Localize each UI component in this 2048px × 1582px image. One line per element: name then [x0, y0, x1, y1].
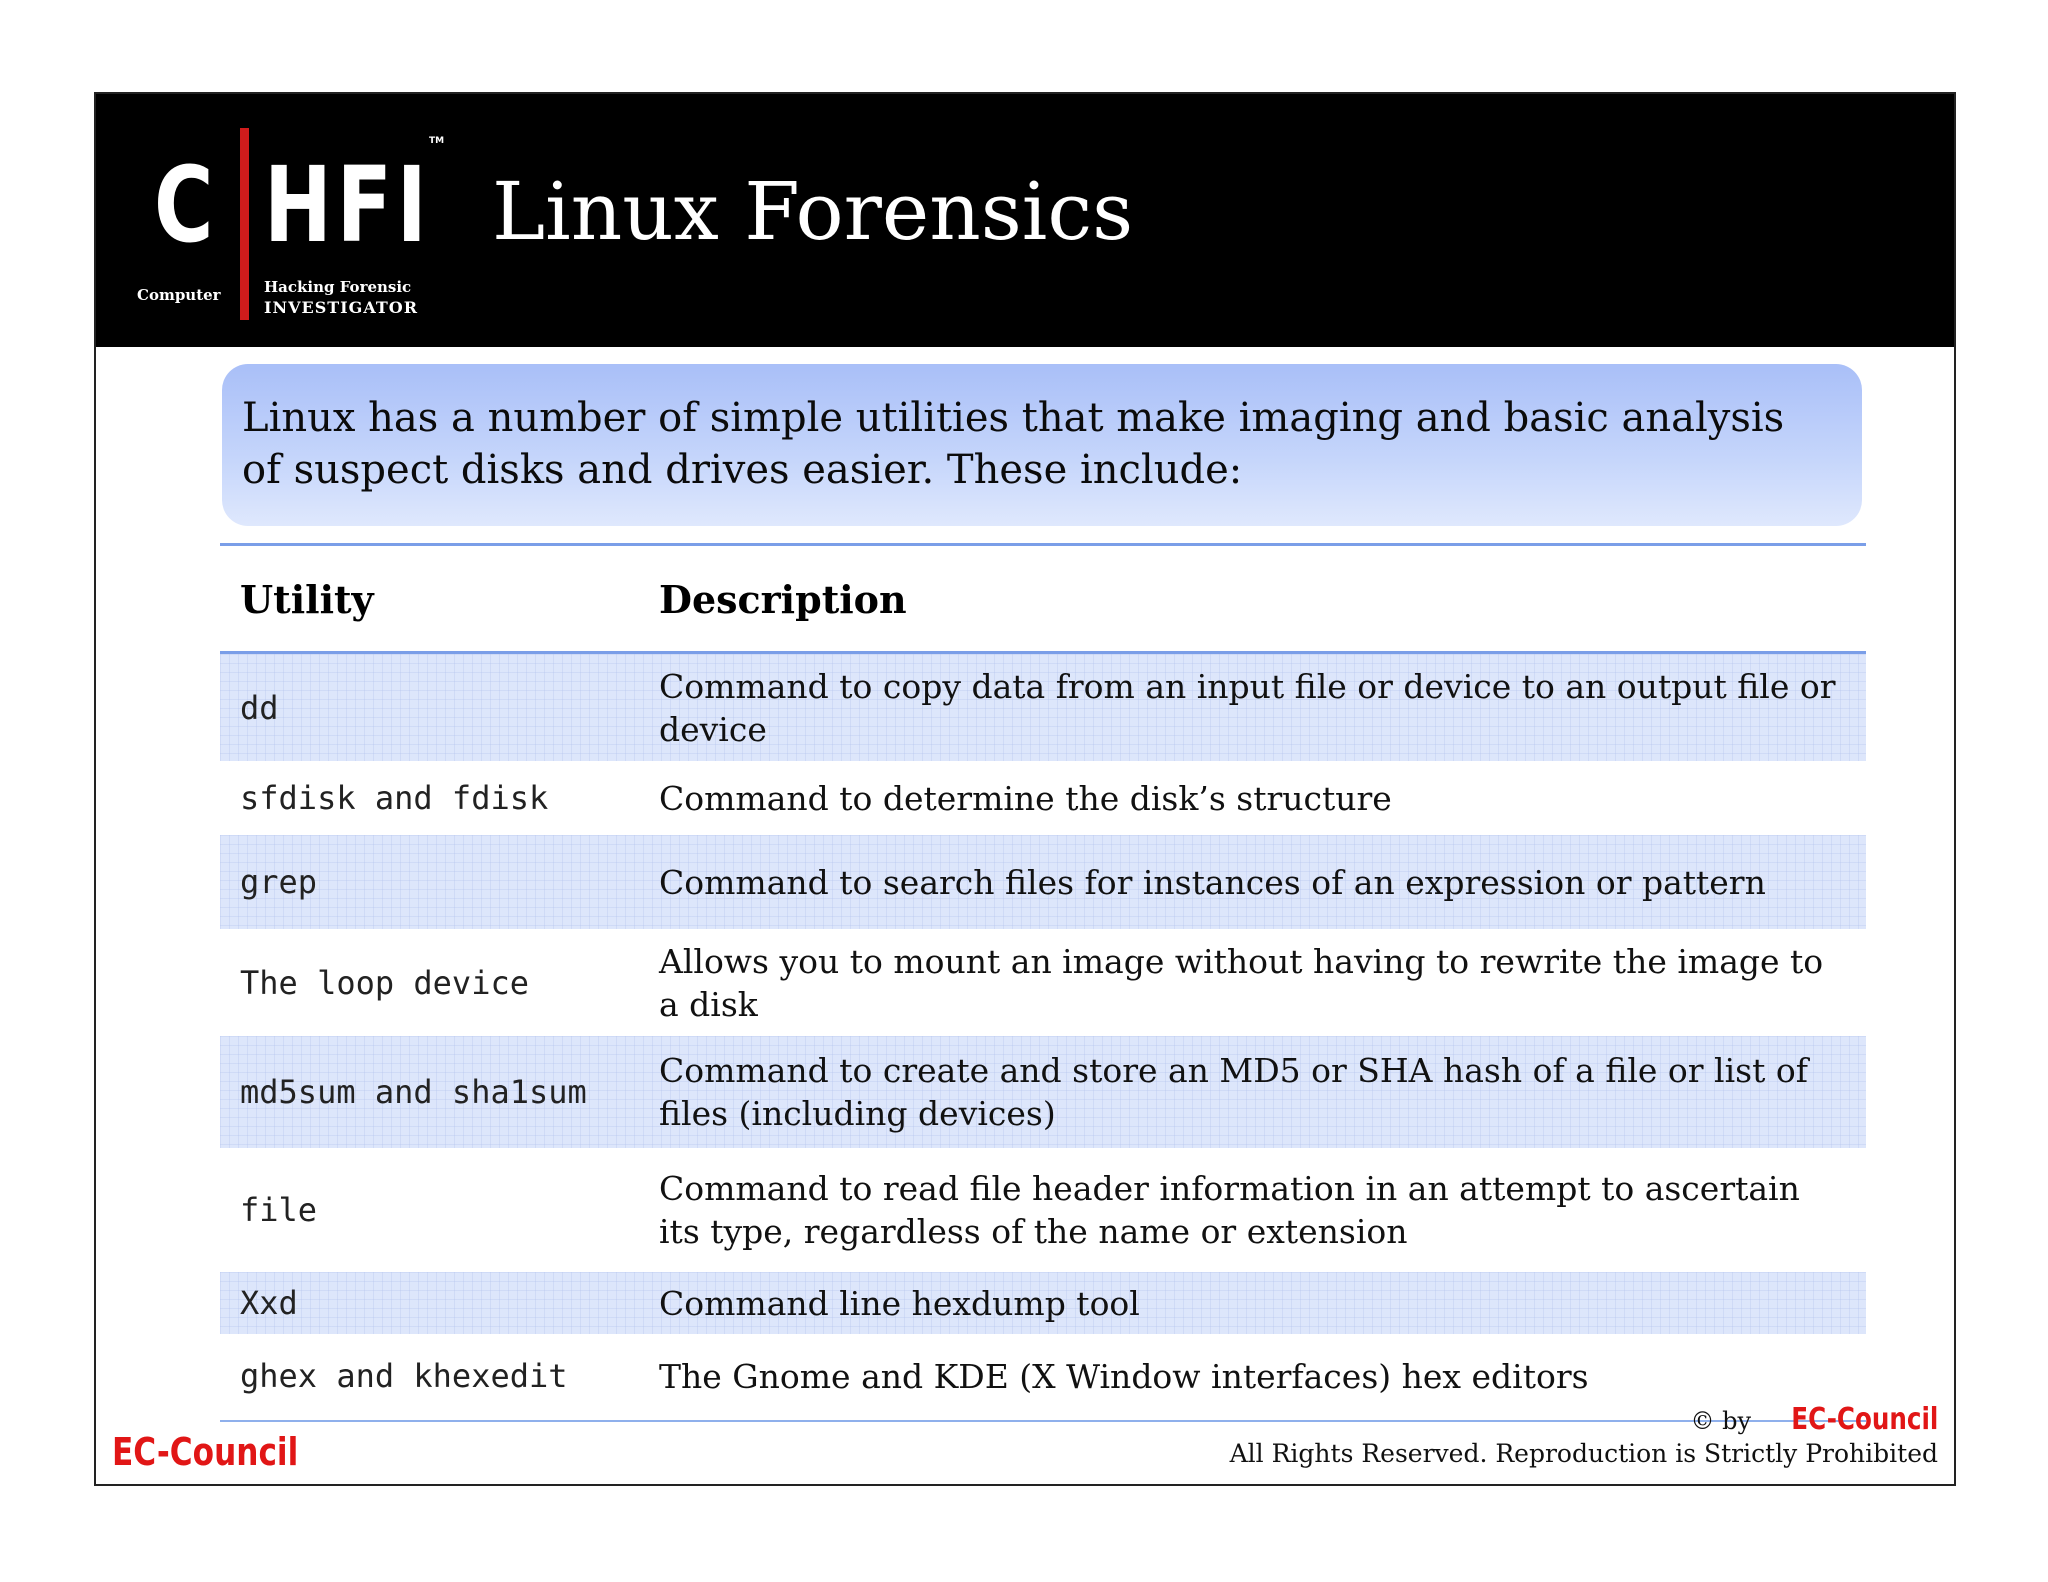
column-header-utility: Utility [240, 577, 374, 622]
utility-cell: dd [240, 688, 279, 727]
description-cell: The Gnome and KDE (X Window interfaces) hex editors [659, 1356, 1589, 1396]
intro-callout [222, 364, 1862, 526]
table-row [220, 1036, 1866, 1148]
description-cell: Command to determine the disk’s structure [659, 778, 1392, 818]
logo-computer-label: Computer [137, 286, 221, 304]
logo-subtitle-line1: Hacking Forensic [264, 278, 412, 296]
utility-cell: ghex and khexedit [240, 1357, 568, 1395]
utility-cell: md5sum and sha1sum [240, 1073, 587, 1111]
description-cell: Command to copy data from an input file or device to an output file or device [659, 666, 1836, 749]
table-row [220, 1272, 1866, 1334]
utility-cell: grep [240, 863, 318, 901]
intro-line-1: Linux has a number of simple utilities that make imaging and basic analysis [242, 395, 1785, 441]
logo-letters-hfi: HFI [264, 144, 432, 266]
utility-cell: Xxd [240, 1284, 298, 1322]
table-row [220, 835, 1866, 929]
table-top-rule [220, 543, 1866, 546]
utility-cell: The loop device [240, 963, 529, 1002]
chfi-logo [136, 114, 456, 334]
column-header-description: Description [659, 577, 907, 622]
logo-trademark: TM [429, 136, 445, 146]
description-cell: Command to search files for instances of an expression or pattern [659, 862, 1766, 902]
copyright-prefix: © by [1690, 1407, 1752, 1435]
copyright-notice [1230, 1402, 1938, 1468]
ec-council-logo: EC-Council [112, 1430, 299, 1474]
description-cell: Command to read file header information in an attempt to ascertain its type, regardless of the name or extension [659, 1169, 1800, 1251]
description-cell: Allows you to mount an image without having to rewrite the image to a disk [659, 941, 1824, 1024]
utility-cell: sfdisk and fdisk [240, 779, 549, 817]
table-row [220, 761, 1866, 835]
description-cell: Command line hexdump tool [659, 1283, 1140, 1323]
page-title: Linux Forensics [492, 165, 1134, 258]
rights-text: All Rights Reserved. Reproduction is Strictly Prohibited [1229, 1439, 1938, 1468]
table-row [220, 654, 1866, 761]
description-cell: Command to create and store an MD5 or SHA hash of a file or list of files (including devices) [659, 1051, 1808, 1133]
intro-line-2: of suspect disks and drives easier. These include: [242, 447, 1243, 493]
logo-red-bar [240, 128, 249, 320]
header-bar [96, 94, 1954, 347]
table-row [220, 929, 1866, 1036]
utility-cell: file [240, 1191, 318, 1229]
slide [94, 92, 1956, 1486]
logo-subtitle-line2: INVESTIGATOR [264, 298, 419, 317]
ec-council-small-logo: EC-Council [1790, 1402, 1938, 1437]
table-row [220, 1148, 1866, 1272]
logo-letter-c: C [154, 144, 216, 266]
